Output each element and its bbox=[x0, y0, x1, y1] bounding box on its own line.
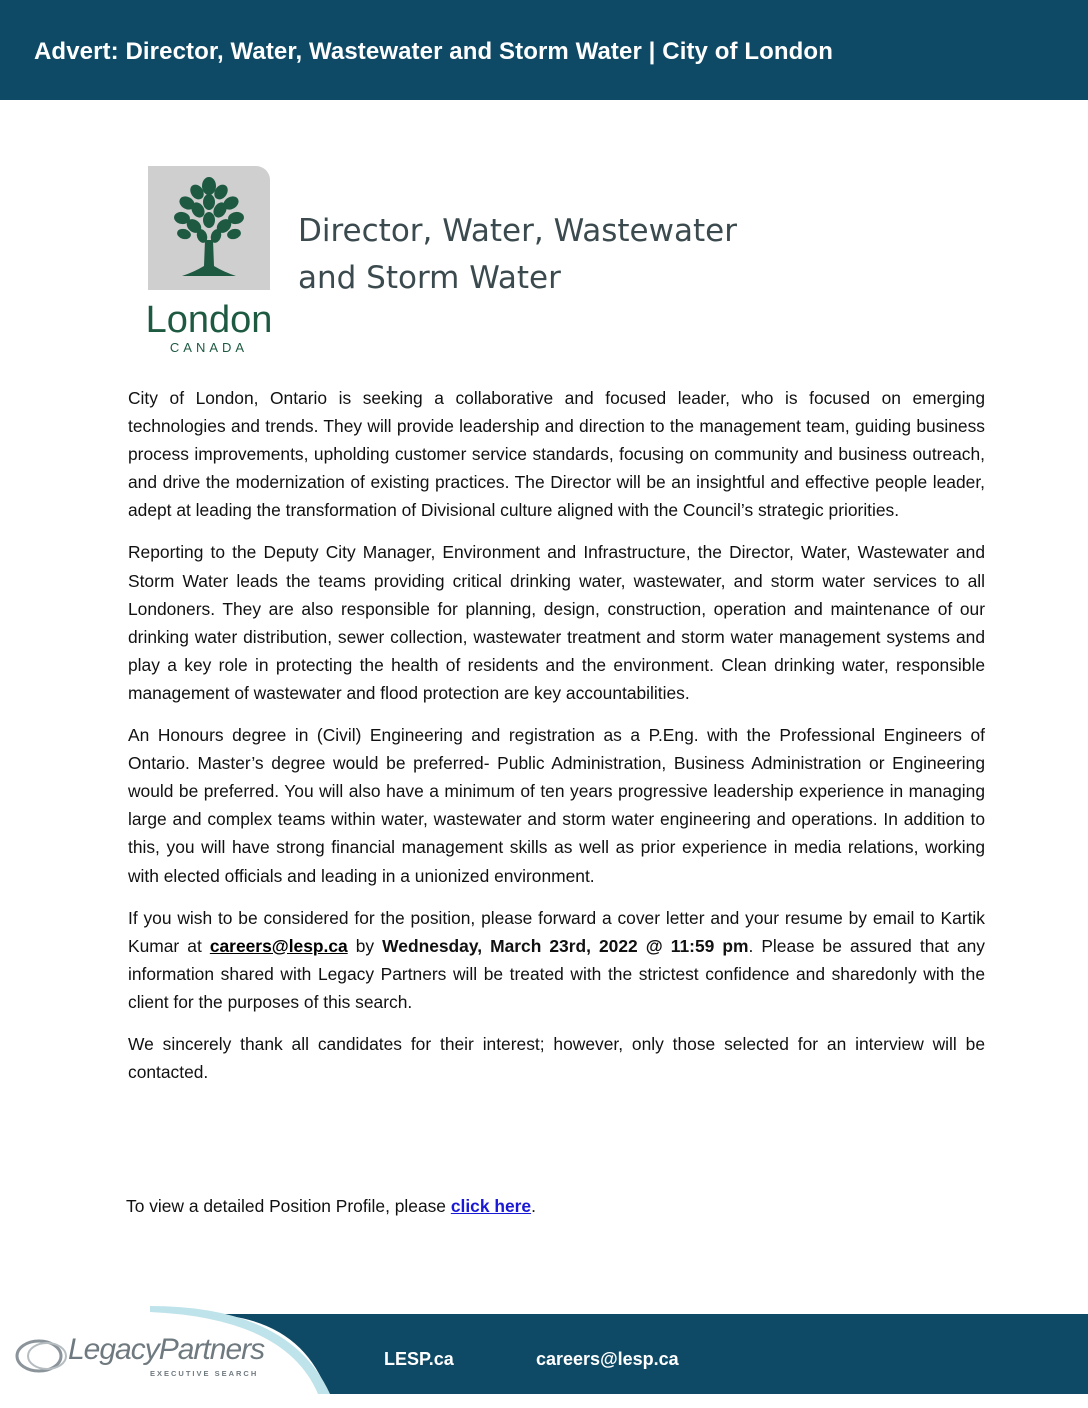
application-text-3: . Please be assured that any information shared with Legacy Partners will be treated with the strictest confidence and sharedonly with the client for the purposes of this search. bbox=[128, 935, 985, 1012]
profile-line bbox=[126, 1192, 536, 1220]
paragraph-overview: City of London, Ontario is seeking a collaborative and focused leader, who is focused on emerging technologies and trends. They will provide leadership and direction to the management team, guiding business process improvements, upholding customer service standards, focusing on community and business outreach, and drive the modernization of existing practices. The Director will be an insightful and effective people leader, adept at leading the transformation of Divisional culture aligned with the Council’s strategic priorities. bbox=[128, 388, 985, 521]
london-subtitle: CANADA bbox=[169, 340, 249, 355]
footer-email-link[interactable]: careers@lesp.ca bbox=[536, 1349, 679, 1369]
london-logo bbox=[148, 166, 270, 290]
job-title-line-1: Director, Water, Wastewater bbox=[298, 213, 737, 249]
advert-body bbox=[128, 384, 985, 1100]
legacy-partners-tagline: EXECUTIVE SEARCH bbox=[150, 1369, 259, 1378]
london-wordmark: London bbox=[145, 299, 273, 341]
job-title bbox=[298, 208, 737, 302]
header-title: Advert: Director, Water, Wastewater and Storm Water | City of London bbox=[34, 38, 833, 65]
tree-icon bbox=[148, 166, 270, 290]
paragraph-application bbox=[128, 904, 985, 1016]
job-title-line-2: and Storm Water bbox=[298, 260, 561, 296]
click-here-link[interactable]: click here bbox=[450, 1196, 532, 1216]
profile-period: . bbox=[531, 1196, 536, 1216]
legacy-partners-wordmark: LegacyPartners bbox=[68, 1333, 265, 1366]
header-bar bbox=[0, 0, 1088, 100]
paragraph-thanks: We sincerely thank all candidates for their interest; however, only those selected for an interview will be contacted. bbox=[128, 1033, 985, 1083]
deadline: Wednesday, March 23rd, 2022 @ 11:59 pm bbox=[382, 935, 749, 956]
footer-website-link[interactable]: LESP.ca bbox=[384, 1349, 454, 1369]
paragraph-reporting: Reporting to the Deputy City Manager, Environment and Infrastructure, the Director, Water, Wastewater and Storm Water leads the teams providing critical drinking water, wastewater, and storm water services to all Londoners. They are also responsible for planning, design, construction, operation and maintenance of our drinking water distribution, sewer collection, wastewater treatment and storm water management systems and play a key role in protecting the health of residents and the environment. Clean drinking water, responsible management of wastewater and flood protection are key accountabilities. bbox=[128, 542, 985, 703]
email-link[interactable]: careers@lesp.ca bbox=[209, 935, 348, 956]
paragraph-qualifications: An Honours degree in (Civil) Engineering and registration as a P.Eng. with the Professional Engineers of Ontario. Master’s degree would be preferred- Public Administration, Business Administration or Engineering would be preferred. You will also have a minimum of ten years progressive leadership experience in managing large and complex teams within water, wastewater and storm water engineering and operations. In addition to this, you will have strong financial management skills as well as prior experience in media relations, working with elected officials and leading in a unionized environment. bbox=[128, 725, 985, 886]
application-text-1: If you wish to be considered for the position, please forward a cover letter and your resume by email to Kartik Kumar at bbox=[128, 907, 985, 956]
application-text-2: by bbox=[347, 935, 383, 956]
profile-text: To view a detailed Position Profile, please bbox=[126, 1196, 451, 1216]
